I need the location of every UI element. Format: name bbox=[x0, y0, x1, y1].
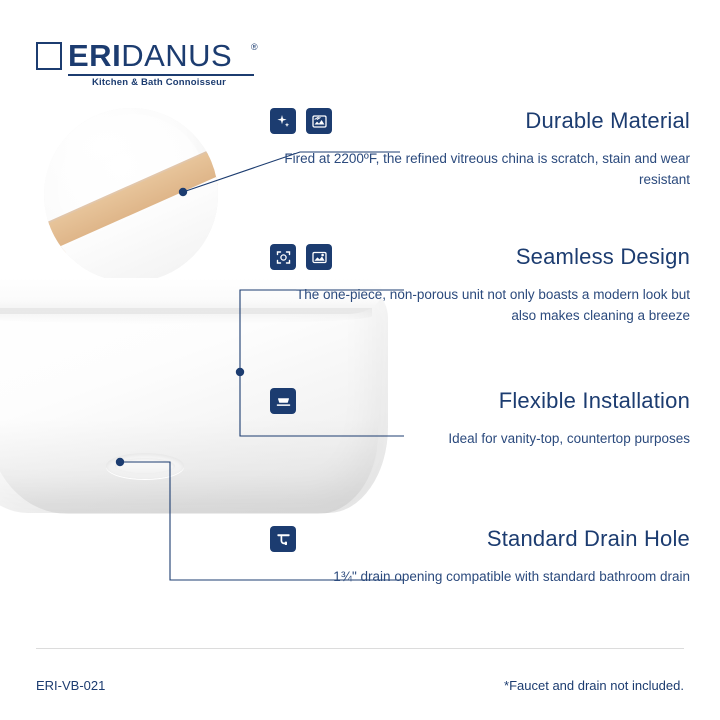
feature-3-title: Flexible Installation bbox=[498, 388, 690, 413]
feature-4-icons bbox=[270, 526, 296, 552]
sparkle-icon bbox=[270, 108, 296, 134]
footer-divider bbox=[36, 648, 684, 649]
easy-clean-sink-icon bbox=[306, 244, 332, 270]
feature-2-description: The one-piece, non-porous unit not only boasts a modern look but also makes cleaning a breeze bbox=[296, 287, 690, 323]
feature-3-description: Ideal for vanity-top, countertop purposes bbox=[448, 431, 690, 446]
feature-1-description: Fired at 2200ºF, the refined vitreous china is scratch, stain and wear resistant bbox=[284, 151, 690, 187]
countertop-install-icon bbox=[270, 388, 296, 414]
registered-trademark-icon: ® bbox=[251, 42, 258, 52]
leader-dot-4 bbox=[116, 458, 124, 466]
feature-1-title: Durable Material bbox=[525, 108, 690, 133]
feature-2-title: Seamless Design bbox=[515, 244, 690, 269]
leader-dot-2 bbox=[236, 368, 244, 376]
feature-1-icons bbox=[270, 108, 332, 134]
logo-tagline: Kitchen & Bath Connoisseur bbox=[92, 77, 226, 88]
feature-4-description: 1¾" drain opening compatible with standard bathroom drain bbox=[333, 569, 690, 584]
scratch-resistant-icon bbox=[306, 108, 332, 134]
feature-block-seamless-design bbox=[270, 244, 690, 326]
footer-disclaimer: *Faucet and drain not included. bbox=[504, 678, 684, 693]
feature-block-flexible-installation bbox=[270, 388, 690, 449]
drain-pipe-icon bbox=[270, 526, 296, 552]
feature-3-icons bbox=[270, 388, 296, 414]
one-piece-frame-icon bbox=[270, 244, 296, 270]
leader-dot-1 bbox=[179, 188, 187, 196]
feature-2-icons bbox=[270, 244, 332, 270]
product-sku: ERI-VB-021 bbox=[36, 678, 106, 693]
logo-primary-text: ERI bbox=[68, 38, 122, 73]
feature-block-durable-material bbox=[270, 108, 690, 190]
feature-block-standard-drain-hole bbox=[270, 526, 690, 587]
logo-secondary-text: DANUS bbox=[121, 38, 233, 73]
feature-4-title: Standard Drain Hole bbox=[486, 526, 690, 551]
